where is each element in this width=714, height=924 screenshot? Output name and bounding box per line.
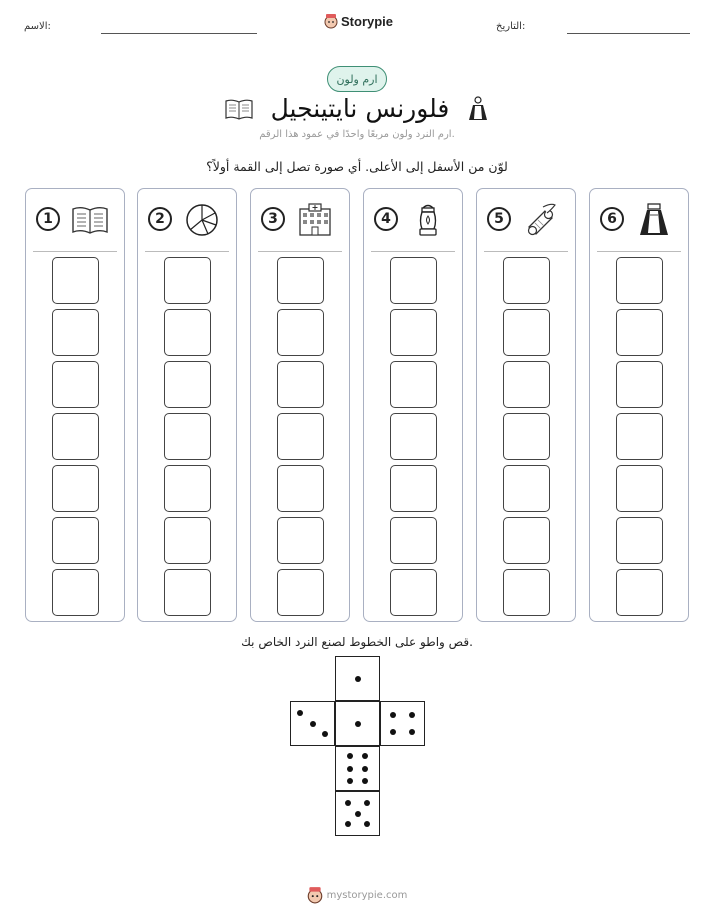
dice-pip bbox=[310, 721, 316, 727]
color-square[interactable] bbox=[164, 569, 211, 616]
column-number: 2 bbox=[148, 207, 172, 231]
color-square[interactable] bbox=[503, 413, 550, 460]
dice-column-6 bbox=[589, 188, 689, 622]
color-square[interactable] bbox=[616, 569, 663, 616]
color-square[interactable] bbox=[164, 361, 211, 408]
dice-column-5 bbox=[476, 188, 576, 622]
column-divider bbox=[145, 251, 229, 252]
nurse-uniform-icon bbox=[466, 96, 490, 122]
color-square[interactable] bbox=[390, 361, 437, 408]
dice-pip bbox=[297, 710, 303, 716]
dice-pip bbox=[362, 778, 368, 784]
dice-pip bbox=[347, 766, 353, 772]
color-square[interactable] bbox=[277, 517, 324, 564]
column-divider bbox=[484, 251, 568, 252]
column-divider bbox=[258, 251, 342, 252]
color-square[interactable] bbox=[616, 413, 663, 460]
dice-pip bbox=[409, 729, 415, 735]
color-square[interactable] bbox=[277, 257, 324, 304]
dice-pip bbox=[364, 821, 370, 827]
dice-pip bbox=[322, 731, 328, 737]
column-divider bbox=[33, 251, 117, 252]
color-square[interactable] bbox=[52, 361, 99, 408]
page-title bbox=[0, 94, 714, 123]
dice-pip bbox=[347, 778, 353, 784]
color-square[interactable] bbox=[277, 309, 324, 356]
color-square[interactable] bbox=[277, 413, 324, 460]
color-square[interactable] bbox=[616, 517, 663, 564]
name-label: الاسم: bbox=[24, 21, 51, 32]
dice-column-2 bbox=[137, 188, 237, 622]
dice-face-5 bbox=[335, 791, 380, 836]
dice-pip bbox=[345, 821, 351, 827]
column-number: 6 bbox=[600, 207, 624, 231]
dice-pip bbox=[390, 712, 396, 718]
column-divider bbox=[371, 251, 455, 252]
color-square[interactable] bbox=[52, 309, 99, 356]
dice-face-1 bbox=[335, 701, 380, 746]
footer bbox=[0, 886, 714, 904]
color-square[interactable] bbox=[52, 465, 99, 512]
storypie-mascot-icon bbox=[324, 13, 338, 29]
dice-face-4 bbox=[380, 701, 425, 746]
date-line bbox=[567, 33, 690, 34]
color-square[interactable] bbox=[390, 517, 437, 564]
dice-column-3 bbox=[250, 188, 350, 622]
name-line bbox=[101, 33, 257, 34]
dice-pip bbox=[362, 766, 368, 772]
open-book-icon bbox=[224, 97, 254, 121]
activity-badge: ارم ولون bbox=[327, 66, 387, 92]
dice-face-3 bbox=[290, 701, 335, 746]
storypie-mascot-icon bbox=[307, 886, 323, 904]
dice-pip bbox=[355, 721, 361, 727]
dice-pip bbox=[364, 800, 370, 806]
dice-face-6 bbox=[335, 746, 380, 791]
open-book-icon bbox=[70, 201, 110, 239]
color-square[interactable] bbox=[503, 257, 550, 304]
color-square[interactable] bbox=[277, 361, 324, 408]
color-square[interactable] bbox=[52, 413, 99, 460]
column-number: 1 bbox=[36, 207, 60, 231]
pie-chart-icon bbox=[182, 201, 222, 239]
color-square[interactable] bbox=[503, 517, 550, 564]
color-square[interactable] bbox=[277, 465, 324, 512]
color-square[interactable] bbox=[503, 465, 550, 512]
hospital-building-icon bbox=[295, 201, 335, 239]
dice-column-4 bbox=[363, 188, 463, 622]
date-label: التاريخ: bbox=[496, 21, 526, 32]
color-square[interactable] bbox=[503, 361, 550, 408]
dice-pip bbox=[409, 712, 415, 718]
color-square[interactable] bbox=[390, 309, 437, 356]
color-square[interactable] bbox=[503, 309, 550, 356]
color-square[interactable] bbox=[164, 465, 211, 512]
column-number: 3 bbox=[261, 207, 285, 231]
color-square[interactable] bbox=[503, 569, 550, 616]
color-square[interactable] bbox=[164, 517, 211, 564]
column-number: 5 bbox=[487, 207, 511, 231]
cut-instruction: قص واطو على الخطوط لصنع النرد الخاص بك. bbox=[241, 635, 473, 649]
nurse-uniform-icon bbox=[634, 201, 674, 239]
color-square[interactable] bbox=[390, 569, 437, 616]
brand-logo bbox=[324, 13, 393, 29]
column-number: 4 bbox=[374, 207, 398, 231]
color-square[interactable] bbox=[164, 413, 211, 460]
dice-pip bbox=[355, 676, 361, 682]
column-divider bbox=[597, 251, 681, 252]
color-square[interactable] bbox=[390, 465, 437, 512]
color-square[interactable] bbox=[52, 257, 99, 304]
color-square[interactable] bbox=[390, 413, 437, 460]
oil-lamp-icon bbox=[408, 201, 448, 239]
dice-pip bbox=[347, 753, 353, 759]
dice-column-1 bbox=[25, 188, 125, 622]
color-square[interactable] bbox=[164, 257, 211, 304]
color-square[interactable] bbox=[52, 569, 99, 616]
scroll-quill-icon bbox=[521, 201, 561, 239]
color-square[interactable] bbox=[616, 361, 663, 408]
footer-url: mystorypie.com bbox=[326, 889, 408, 901]
instruction-text: لوّن من الأسفل إلى الأعلى. أي صورة تصل إلى القمة أولاً؟ bbox=[206, 159, 508, 174]
color-square[interactable] bbox=[616, 257, 663, 304]
subtitle: ارم النرد ولون مربعًا واحدًا في عمود هذا الرقم. bbox=[259, 129, 455, 140]
dice-pip bbox=[390, 729, 396, 735]
color-square[interactable] bbox=[164, 309, 211, 356]
dice-face-1 bbox=[335, 656, 380, 701]
dice-pip bbox=[362, 753, 368, 759]
brand-name: Storypie bbox=[341, 13, 394, 29]
color-square[interactable] bbox=[616, 465, 663, 512]
dice-pip bbox=[345, 800, 351, 806]
dice-pip bbox=[355, 811, 361, 817]
color-square[interactable] bbox=[616, 309, 663, 356]
title-text: فلورنس نايتينجيل bbox=[270, 94, 450, 123]
color-square[interactable] bbox=[52, 517, 99, 564]
color-square[interactable] bbox=[277, 569, 324, 616]
color-square[interactable] bbox=[390, 257, 437, 304]
